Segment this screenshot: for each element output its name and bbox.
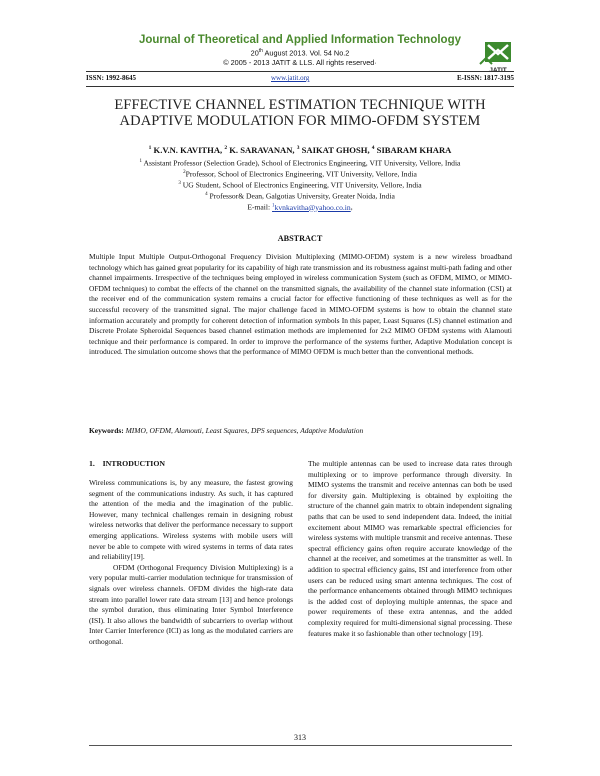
email-index: 1 — [272, 203, 275, 208]
keywords-label: Keywords: — [89, 426, 124, 435]
issue-day: 20 — [250, 48, 259, 58]
email-link[interactable] — [272, 203, 351, 212]
affiliation-2 — [60, 168, 540, 180]
paper-title-line-2: ADAPTIVE MODULATION FOR MIMO-OFDM SYSTEM — [119, 113, 481, 129]
affiliation-3 — [60, 179, 540, 191]
author-2: K. SARAVANAN, — [227, 145, 297, 155]
email-label: E-mail: — [247, 202, 273, 212]
author-3: SAIKAT GHOSH, — [299, 145, 372, 155]
eissn: E-ISSN: 1817-3195 — [457, 74, 514, 82]
paper-title-line-1: EFFECTIVE CHANNEL ESTIMATION TECHNIQUE WITH — [114, 97, 486, 113]
author-2-index: 2 — [224, 145, 228, 152]
author-3-index: 3 — [296, 145, 300, 152]
intro-left-column — [89, 478, 293, 648]
author-1: K.V.N. KAVITHA, — [151, 145, 225, 155]
footer-rule — [89, 745, 512, 746]
header-rule-bottom — [86, 86, 514, 87]
email-line — [60, 201, 540, 213]
affiliation-3-text: UG Student, School of Electronics Engineering, VIT University, Vellore, India — [180, 180, 422, 190]
affiliation-4-text: Professor& Dean, Galgotias University, Greater Noida, India — [207, 191, 395, 201]
journal-title: Journal of Theoretical and Applied Information Technology — [138, 34, 462, 46]
page-number: 313 — [294, 733, 306, 742]
author-4-index: 4 — [371, 145, 375, 152]
jatit-logo — [476, 40, 520, 74]
intro-paragraph-3: The multiple antennas can be used to increase data rates through multiplexing or to improve performance through diversity. In MIMO systems the transmit and receive antennas can both be used for diversity gain. Multiplexing is obtained by exploiting the structure of the channel gain matrix to obtain independent signaling paths that can be used to send independent data. Indeed, the initial excitement about MIMO was remarkable spectral efficiencies for wireless systems with multiple transmit and receive antennas. These spectral efficiency gains often require accurate knowledge of the channel at the receiver, and sometimes at the transmitter as well. In addition to spectral efficiency gains, ISI and interference from other users can be reduced using smart antenna techniques. The cost of the performance enhancements obtained through MIMO techniques is the added cost of deploying multiple antennas, the space and power requirements of these extra antennas, and the added complexity required for multi-dimensional signal processing. These features make it so fashionable than other technology [19]. — [308, 459, 512, 638]
section-heading-introduction: 1. INTRODUCTION — [89, 459, 166, 468]
intro-paragraph-2: OFDM (Orthogonal Frequency Division Multiplexing) is a very popular multi-carrier modulation technique for transmission of signals over wireless channels. OFDM divides the high-rate data stream into parallel lower rate data stream [13] and hence prolongs the symbol duration, thus eliminating Inter Symbol Interference (ISI). It also allows the bandwidth of subcarriers to overlap without Inter Carrier Interference (ICI) as long as the modulated carriers are orthogonal. — [89, 562, 293, 646]
issue-details: August 2013. Vol. 54 No.2 — [262, 48, 350, 58]
email-address: kvnkavitha@yahoo.co.in — [274, 202, 351, 212]
author-4: SIBARAM KHARA — [374, 145, 452, 155]
issue-day-suffix: th — [258, 48, 263, 54]
email-suffix: , — [350, 202, 353, 212]
abstract-heading: ABSTRACT — [277, 234, 323, 243]
affiliation-1-index: 1 — [139, 159, 143, 164]
affiliation-1-text: Assistant Professor (Selection Grade), School of Electronics Engineering, VIT University, Vellore, India — [142, 158, 461, 168]
affiliation-4 — [60, 190, 540, 202]
issn-row — [86, 74, 514, 84]
intro-paragraph-1: Wireless communications is, by any measure, the fastest growing segment of the communications industry. As such, it has captured the attention of the media and the imagination of the public. However, many technical challenges remain in designing robust wireless networks that deliver the performance necessary to support emerging applications. Wireless systems with mobile users will never be able to compete with wired systems in terms of data rates and reliability[19]. — [89, 478, 293, 562]
author-list — [60, 145, 540, 155]
abstract-body: Multiple Input Multiple Output-Orthogonal Frequency Division Multiplexing (MIMO-OFDM) system is a new wireless broadband technology which has gained great popularity for its capability of high rate transmission and its robustness against multi-path fading and other channel impairments. Irrespective of the techniques being employed in wireless communication System (such as OFDM, MIMO, or MIMO-OFDM techniques) to combat the effects of the channel on the transmitted signals, the availability of the channel state information (CSI) at the receiver end of the communication system remains a crucial factor for effective functioning of these techniques as well as for the successful recovery of the transmitted signal. The major challenge faced in MIMO-OFDM systems is how to obtain the channel state information accurately and promptly for coherent detection of information symbols In this paper, Least Squares (LS) channel estimation and Discrete Prolate Spheroidal Sequences based channel estimation methods are implemented for 2x2 MIMO OFDM systems with Alamouti technique and their performance is compared. In order to improve the performance of the systems further, Adaptive Modulation concept is introduced. The simulation outcome shows that the performance of MIMO OFDM is much better than the conventional methods. — [89, 252, 513, 357]
intro-right-column — [308, 459, 512, 639]
copyright-line: © 2005 - 2013 JATIT & LLS. All rights reserved· — [223, 58, 377, 67]
journal-url-link[interactable]: www.jatit.org — [271, 74, 310, 82]
affiliation-1 — [60, 157, 540, 169]
author-1-index: 1 — [148, 145, 152, 152]
affiliation-3-index: 3 — [178, 181, 181, 186]
logo-wordmark: JATIT — [489, 67, 507, 74]
issn: ISSN: 1992-8645 — [86, 74, 136, 82]
affiliation-2-text: Professor, School of Electronics Engineering, VIT University, Vellore, India — [185, 169, 417, 179]
header-rule-top — [86, 71, 514, 72]
affiliation-2-index: 2 — [183, 170, 186, 175]
affiliation-4-index: 4 — [205, 192, 208, 197]
keywords-text: MIMO, OFDM, Alamouti, Least Squares, DPS sequences, Adaptive Modulation — [123, 426, 364, 435]
keywords — [89, 426, 512, 435]
paper-title — [60, 97, 540, 129]
